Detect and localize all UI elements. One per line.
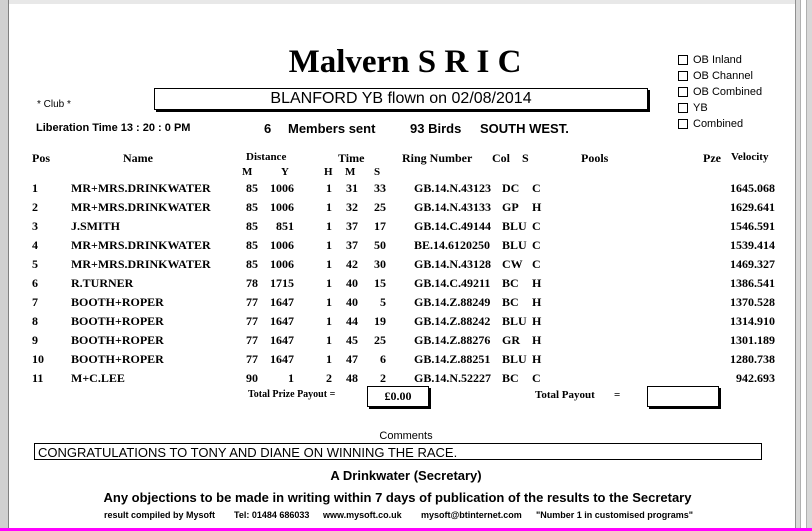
cell-yards: 1 bbox=[288, 371, 294, 385]
cell-name: BOOTH+ROPER bbox=[71, 352, 164, 366]
cell-sex: C bbox=[532, 371, 541, 385]
cell-pos: 1 bbox=[32, 181, 38, 195]
col-time-h: H bbox=[324, 166, 333, 178]
cell-name: R.TURNER bbox=[71, 276, 134, 290]
cell-ring: GB.14.C.49144 bbox=[414, 219, 492, 233]
cell-s: 25 bbox=[374, 333, 386, 347]
col-ring: Ring Number bbox=[402, 151, 473, 165]
race-title-box: BLANFORD YB flown on 02/08/2014 bbox=[154, 88, 648, 110]
cell-m: 45 bbox=[346, 333, 358, 347]
option-ob-channel[interactable]: OB Channel bbox=[678, 68, 762, 84]
cell-m: 37 bbox=[346, 238, 358, 252]
cell-pos: 5 bbox=[32, 257, 38, 271]
cell-velocity: 1301.189 bbox=[730, 333, 775, 347]
cell-ring: GB.14.N.43133 bbox=[414, 200, 492, 214]
table-row bbox=[0, 295, 812, 314]
cell-m: 44 bbox=[346, 314, 358, 328]
cell-ring: GB.14.N.43123 bbox=[414, 181, 492, 195]
cell-col: BLU bbox=[502, 219, 527, 233]
race-type-options bbox=[678, 52, 762, 132]
table-row bbox=[0, 219, 812, 238]
cell-h: 1 bbox=[326, 181, 332, 195]
cell-pos: 7 bbox=[32, 295, 38, 309]
cell-velocity: 1469.327 bbox=[730, 257, 775, 271]
table-row bbox=[0, 333, 812, 352]
cell-velocity: 1386.541 bbox=[730, 276, 775, 290]
cell-h: 1 bbox=[326, 257, 332, 271]
col-sex: S bbox=[522, 151, 529, 165]
cell-m: 31 bbox=[346, 181, 358, 195]
col-pze: Pze bbox=[703, 151, 721, 165]
cell-col: BLU bbox=[502, 352, 527, 366]
table-row bbox=[0, 257, 812, 276]
cell-s: 15 bbox=[374, 276, 386, 290]
table-row bbox=[0, 181, 812, 200]
comments-label: Comments bbox=[379, 430, 433, 442]
cell-miles: 85 bbox=[246, 181, 258, 195]
cell-yards: 851 bbox=[276, 219, 294, 233]
cell-miles: 90 bbox=[246, 371, 258, 385]
objection-notice: Any objections to be made in writing within 7 days of publication of the results to the Secretary bbox=[103, 490, 692, 505]
cell-col: CW bbox=[502, 257, 523, 271]
cell-col: BC bbox=[502, 276, 519, 290]
cell-name: MR+MRS.DRINKWATER bbox=[71, 181, 211, 195]
window-top-edge bbox=[0, 0, 812, 4]
cell-miles: 77 bbox=[246, 352, 258, 366]
cell-velocity: 1280.738 bbox=[730, 352, 775, 366]
cell-velocity: 1645.068 bbox=[730, 181, 775, 195]
cell-ring: GB.14.Z.88276 bbox=[414, 333, 491, 347]
cell-sex: H bbox=[532, 314, 542, 328]
table-row bbox=[0, 200, 812, 219]
comments-text: CONGRATULATIONS TO TONY AND DIANE ON WINNING THE RACE. bbox=[34, 443, 762, 460]
footer-email: mysoft@btinternet.com bbox=[421, 510, 522, 520]
cell-pos: 3 bbox=[32, 219, 38, 233]
cell-sex: C bbox=[532, 181, 541, 195]
checkbox-icon[interactable] bbox=[678, 103, 688, 113]
option-ob-combined[interactable]: OB Combined bbox=[678, 84, 762, 100]
cell-m: 47 bbox=[346, 352, 358, 366]
cell-h: 1 bbox=[326, 352, 332, 366]
cell-name: MR+MRS.DRINKWATER bbox=[71, 238, 211, 252]
cell-ring: GB.14.Z.88242 bbox=[414, 314, 491, 328]
col-pools: Pools bbox=[581, 151, 609, 165]
cell-ring: GB.14.Z.88249 bbox=[414, 295, 491, 309]
option-yb[interactable]: YB bbox=[678, 100, 762, 116]
col-distance: Distance bbox=[246, 151, 287, 163]
cell-col: DC bbox=[502, 181, 520, 195]
cell-h: 1 bbox=[326, 219, 332, 233]
footer-tel: Tel: 01484 686033 bbox=[234, 510, 310, 520]
members-count: 6 bbox=[264, 121, 272, 136]
cell-m: 40 bbox=[346, 295, 358, 309]
cell-s: 19 bbox=[374, 314, 386, 328]
checkbox-icon[interactable] bbox=[678, 119, 688, 129]
cell-s: 25 bbox=[374, 200, 386, 214]
cell-col: BLU bbox=[502, 314, 527, 328]
total-prize-label: Total Prize Payout = bbox=[248, 389, 336, 400]
col-time-m: M bbox=[345, 166, 356, 178]
cell-name: BOOTH+ROPER bbox=[71, 295, 164, 309]
cell-ring: GB.14.Z.88251 bbox=[414, 352, 491, 366]
cell-col: BC bbox=[502, 295, 519, 309]
cell-sex: H bbox=[532, 295, 542, 309]
col-velocity: Velocity bbox=[731, 151, 769, 163]
cell-ring: GB.14.N.52227 bbox=[414, 371, 492, 385]
cell-m: 48 bbox=[346, 371, 358, 385]
cell-ring: BE.14.6120250 bbox=[414, 238, 491, 252]
table-row bbox=[0, 238, 812, 257]
cell-yards: 1006 bbox=[270, 238, 294, 252]
cell-s: 33 bbox=[374, 181, 386, 195]
cell-sex: C bbox=[532, 238, 541, 252]
cell-s: 6 bbox=[380, 352, 386, 366]
col-time: Time bbox=[338, 151, 365, 165]
cell-sex: C bbox=[532, 219, 541, 233]
cell-name: MR+MRS.DRINKWATER bbox=[71, 200, 211, 214]
cell-s: 2 bbox=[380, 371, 386, 385]
checkbox-icon[interactable] bbox=[678, 71, 688, 81]
cell-pos: 4 bbox=[32, 238, 38, 252]
cell-name: M+C.LEE bbox=[71, 371, 125, 385]
cell-name: BOOTH+ROPER bbox=[71, 333, 164, 347]
cell-h: 1 bbox=[326, 276, 332, 290]
cell-pos: 2 bbox=[32, 200, 38, 214]
option-ob-inland[interactable]: OB Inland bbox=[678, 52, 762, 68]
cell-m: 40 bbox=[346, 276, 358, 290]
cell-s: 50 bbox=[374, 238, 386, 252]
cell-col: GP bbox=[502, 200, 519, 214]
cell-miles: 85 bbox=[246, 219, 258, 233]
cell-h: 1 bbox=[326, 333, 332, 347]
cell-m: 37 bbox=[346, 219, 358, 233]
col-distance-y: Y bbox=[281, 166, 289, 178]
cell-h: 1 bbox=[326, 200, 332, 214]
table-row bbox=[0, 276, 812, 295]
checkbox-icon[interactable] bbox=[678, 87, 688, 97]
cell-pos: 8 bbox=[32, 314, 38, 328]
cell-name: J.SMITH bbox=[71, 219, 121, 233]
cell-pos: 6 bbox=[32, 276, 38, 290]
cell-h: 1 bbox=[326, 238, 332, 252]
cell-m: 32 bbox=[346, 200, 358, 214]
option-combined[interactable]: Combined bbox=[678, 116, 762, 132]
cell-yards: 1647 bbox=[270, 314, 294, 328]
cell-pos: 9 bbox=[32, 333, 38, 347]
cell-col: BLU bbox=[502, 238, 527, 252]
cell-velocity: 1629.641 bbox=[730, 200, 775, 214]
total-payout-equals: = bbox=[614, 389, 621, 401]
total-prize-value: £0.00 bbox=[367, 386, 429, 407]
cell-sex: H bbox=[532, 352, 542, 366]
cell-yards: 1006 bbox=[270, 200, 294, 214]
cell-velocity: 1314.910 bbox=[730, 314, 775, 328]
cell-velocity: 1370.528 bbox=[730, 295, 775, 309]
footer-compiled: result compiled by Mysoft bbox=[104, 510, 216, 520]
cell-miles: 77 bbox=[246, 314, 258, 328]
cell-yards: 1647 bbox=[270, 295, 294, 309]
cell-miles: 77 bbox=[246, 333, 258, 347]
cell-yards: 1647 bbox=[270, 352, 294, 366]
cell-miles: 85 bbox=[246, 238, 258, 252]
cell-h: 1 bbox=[326, 295, 332, 309]
secretary-name: A Drinkwater (Secretary) bbox=[330, 468, 482, 483]
cell-yards: 1006 bbox=[270, 181, 294, 195]
birds-count: 93 Birds bbox=[410, 121, 462, 136]
col-col: Col bbox=[492, 151, 510, 165]
cell-name: MR+MRS.DRINKWATER bbox=[71, 257, 211, 271]
cell-sex: H bbox=[532, 333, 542, 347]
col-time-s: S bbox=[374, 166, 381, 178]
cell-sex: H bbox=[532, 200, 542, 214]
cell-pos: 10 bbox=[32, 352, 44, 366]
members-label: Members sent bbox=[288, 121, 376, 136]
col-name: Name bbox=[123, 151, 153, 165]
cell-ring: GB.14.C.49211 bbox=[414, 276, 491, 290]
table-row bbox=[0, 352, 812, 371]
cell-sex: H bbox=[532, 276, 542, 290]
col-pos: Pos bbox=[32, 151, 50, 165]
cell-s: 17 bbox=[374, 219, 386, 233]
cell-m: 42 bbox=[346, 257, 358, 271]
cell-ring: GB.14.N.43128 bbox=[414, 257, 492, 271]
cell-miles: 85 bbox=[246, 257, 258, 271]
cell-yards: 1006 bbox=[270, 257, 294, 271]
checkbox-icon[interactable] bbox=[678, 55, 688, 65]
region: SOUTH WEST. bbox=[480, 121, 569, 136]
col-distance-m: M bbox=[242, 166, 253, 178]
total-payout-label: Total Payout bbox=[535, 389, 595, 401]
cell-miles: 78 bbox=[246, 276, 258, 290]
cell-s: 5 bbox=[380, 295, 386, 309]
table-row bbox=[0, 314, 812, 333]
cell-s: 30 bbox=[374, 257, 386, 271]
cell-yards: 1715 bbox=[270, 276, 294, 290]
footer-web: www.mysoft.co.uk bbox=[323, 510, 402, 520]
cell-h: 2 bbox=[326, 371, 332, 385]
footer-slogan: "Number 1 in customised programs" bbox=[536, 510, 694, 520]
cell-sex: C bbox=[532, 257, 541, 271]
cell-pos: 11 bbox=[32, 371, 44, 385]
total-payout-value bbox=[647, 386, 719, 407]
cell-velocity: 1546.591 bbox=[730, 219, 775, 233]
cell-col: GR bbox=[502, 333, 520, 347]
liberation-time: Liberation Time 13 : 20 : 0 PM bbox=[36, 122, 191, 134]
cell-h: 1 bbox=[326, 314, 332, 328]
cell-yards: 1647 bbox=[270, 333, 294, 347]
cell-velocity: 1539.414 bbox=[730, 238, 775, 252]
cell-velocity: 942.693 bbox=[736, 371, 775, 385]
club-label: * Club * bbox=[37, 99, 71, 110]
cell-col: BC bbox=[502, 371, 519, 385]
cell-miles: 77 bbox=[246, 295, 258, 309]
cell-name: BOOTH+ROPER bbox=[71, 314, 164, 328]
page-title: Malvern S R I C bbox=[288, 44, 522, 80]
cell-miles: 85 bbox=[246, 200, 258, 214]
